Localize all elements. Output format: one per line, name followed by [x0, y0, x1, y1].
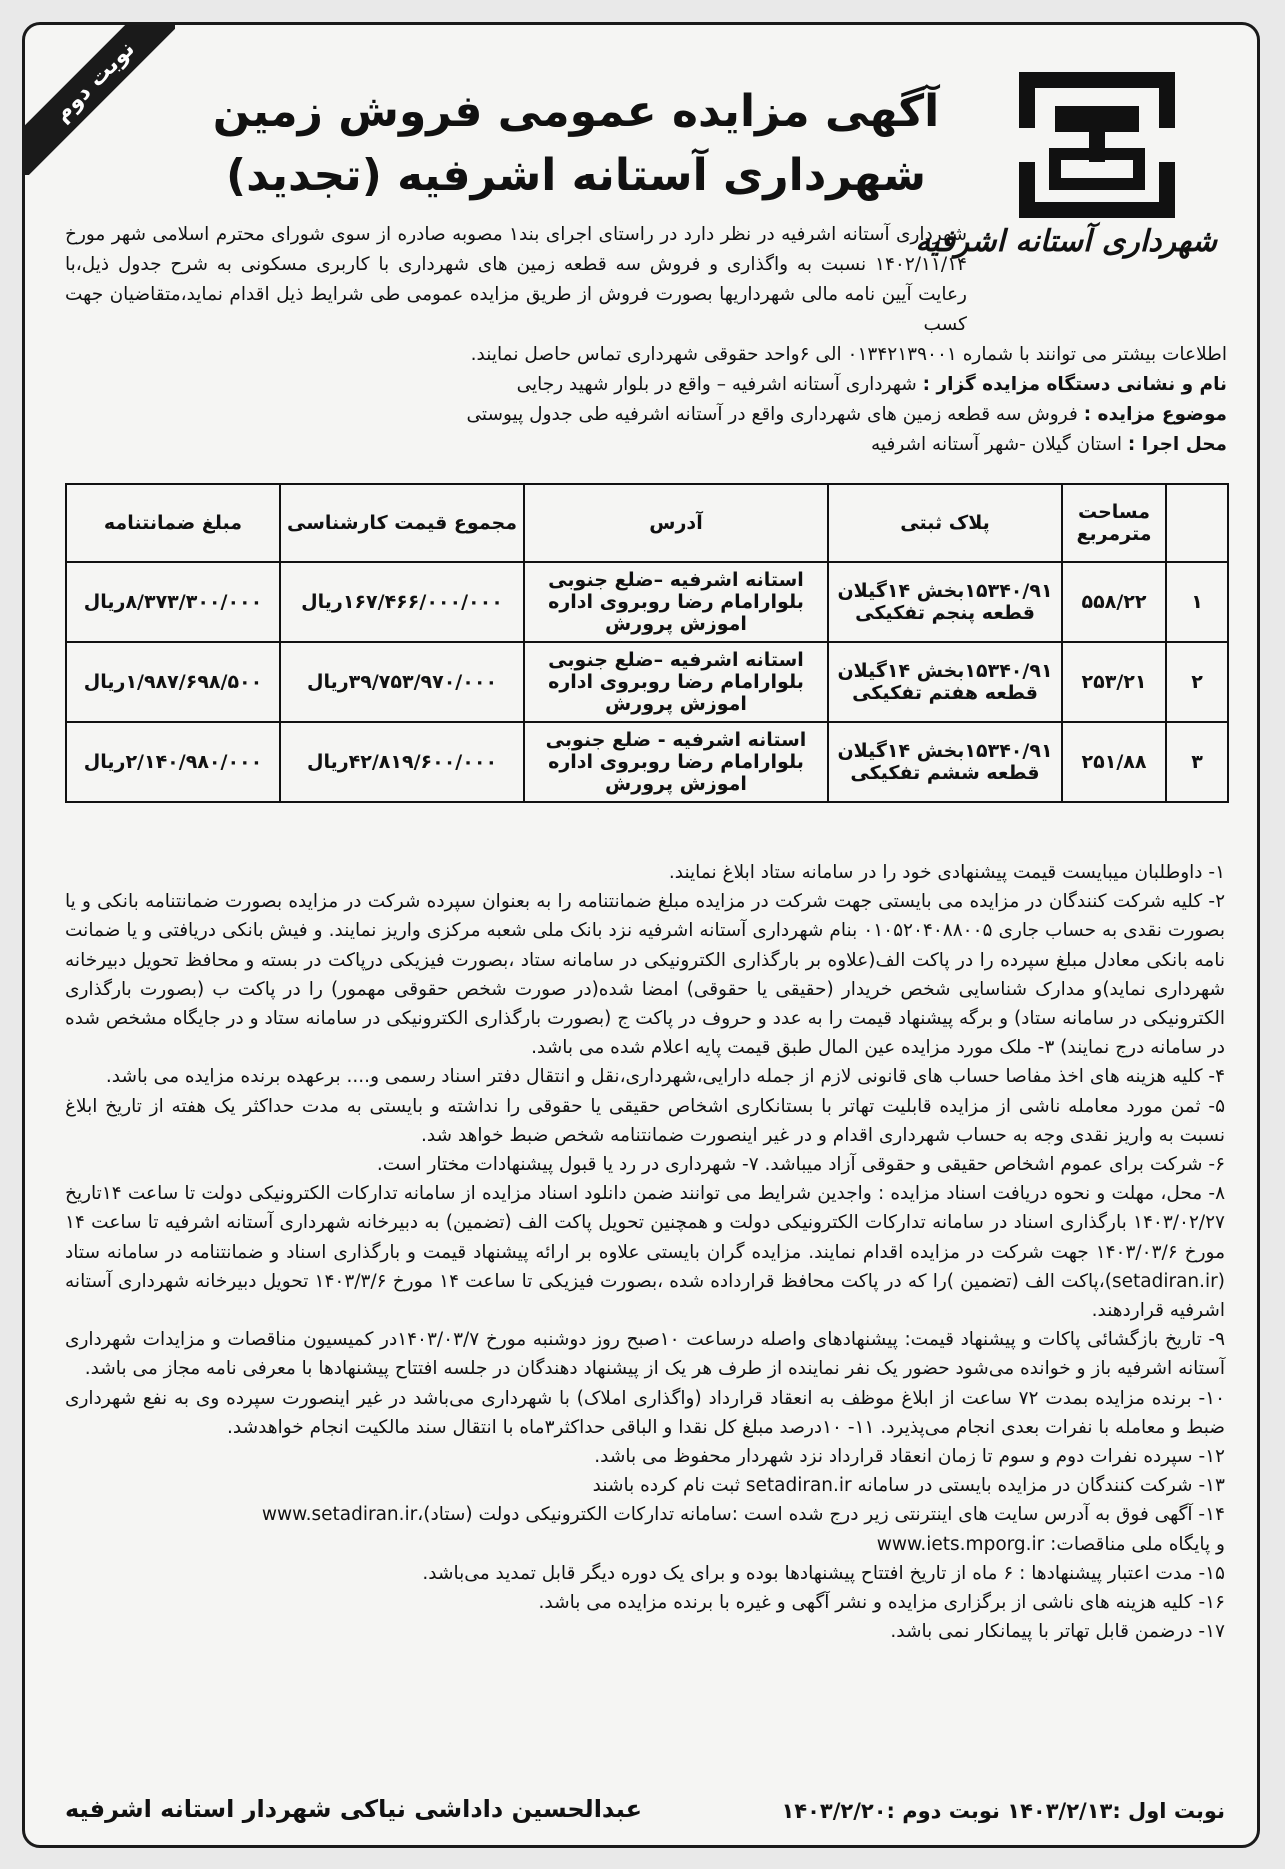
org-value: شهرداری آستانه اشرفیه – واقع در بلوار شهید رجایی [516, 374, 923, 395]
intro-details [65, 340, 1227, 460]
place-value: استان گیلان -شهر آستانه اشرفیه [870, 434, 1128, 455]
plots-table [65, 483, 1229, 803]
contact-text: اطلاعات بیشتر می توانند با شماره ۰۱۳۴۲۱۳۹۰۰۱ الی ۶واحد حقوقی شهرداری تماس حاصل نمایند. [470, 344, 1227, 365]
municipality-logo [915, 70, 1217, 300]
term-15: ۱۵- مدت اعتبار پیشنهادها : ۶ ماه از تاریخ افتتاح پیشنهادها بوده و برای یک دوره دیگر قابل تمدید می‌باشد. [422, 1562, 1225, 1584]
row-num: ۳ [1166, 722, 1228, 802]
row-num: ۲ [1166, 642, 1228, 722]
ribbon-label: نوبت دوم [25, 25, 175, 175]
title-line-1: آگهی مزایده عمومی فروش زمین [212, 86, 940, 137]
row-plaque: ۱۵۳۴۰/۹۱بخش ۱۴گیلان قطعه پنجم تفکیکی [828, 562, 1062, 642]
place-line [65, 430, 1227, 460]
row-price: ۳۹/۷۵۳/۹۷۰/۰۰۰ریال [280, 642, 524, 722]
row-area: ۲۵۱/۸۸ [1062, 722, 1166, 802]
title-block [185, 80, 967, 208]
corner-ribbon [25, 25, 175, 175]
subject-line [65, 400, 1227, 430]
row-address: استانه اشرفیه –ضلع جنوبی بلوارامام رضا روبروی اداره اموزش پرورش [524, 642, 828, 722]
term-8: ۸- محل، مهلت و نحوه دریافت اسناد مزایده : واجدین شرایط می توانند ضمن دانلود اسناد مزایده از سامانه تدارکات الکترونیکی دولت تا ساعت ۱۴تاریخ ۱۴۰۳/۰۲/۲۷ بارگذاری اسناد در سامانه تدارکات الکترونیکی دولت و همچنین تحویل پاکت الف (تضمین) به دبیرخانه شهرداری آستانه اشرفیه تا ساعت ۱۴ مورخ ۱۴۰۳/۰۳/۶ جهت شرکت در مزایده اقدام نمایند. مزایده گران بایستی علاوه بر ارائه پیشنهاد قیمت و بارگذاری اسناد و ضمانتنامه در سامانه ستاد (setadiran.ir)،پاکت الف (تضمین )را که در پاکت محافظ قرارداده شده ،بصورت فیزیکی تا ساعت ۱۴ مورخ ۱۴۰۳/۳/۶ تحویل دبیرخانه شهرداری آستانه اشرفیه قراردهند. [65, 1183, 1225, 1322]
mayor-signature: عبدالحسین داداشی نیاکی شهردار استانه اشرفیه [65, 1795, 642, 1823]
term-9: ۹- تاریخ بازگشائی پاکات و پیشنهاد قیمت: پیشنهادهای واصله درساعت ۱۰صبح روز دوشنبه مورخ ۱۴۰۳/۰۳/۷در کمیسیون مناقصات و مزایدات شهرداری آستانه اشرفیه باز و خوانده می‌شود حضور یک نفر نماینده از طرف هر یک از پیشنهاد دهندگان در جلسه افتتاح پیشنهادها با معرفی نامه مجاز می باشد. [65, 1329, 1226, 1380]
footer [65, 1795, 1225, 1835]
col-header-guarantee: مبلغ ضمانتنامه [66, 484, 280, 562]
row-address: استانه اشرفیه - ضلع جنوبی بلوارامام رضا روبروی اداره اموزش پرورش [524, 722, 828, 802]
row-plaque: ۱۵۳۴۰/۹۱بخش ۱۴گیلان قطعه هفتم تفکیکی [828, 642, 1062, 722]
row-address: استانه اشرفیه –ضلع جنوبی بلوارامام رضا روبروی اداره اموزش پرورش [524, 562, 828, 642]
term-4: ۴- کلیه هزینه های اخذ مفاصا حساب های قانونی لازم از جمله دارایی،شهرداری،نقل و انتقال دفتر اسناد رسمی و.... برعهده برنده مزایده می باشد. [105, 1066, 1225, 1088]
intro-text: شهرداری آستانه اشرفیه در نظر دارد در راستای اجرای بند۱ مصوبه صادره از سوی شورای محترم اسلامی شهر مورخ ۱۴۰۲/۱۱/۱۴ نسبت به واگذاری و فروش سه قطعه زمین های شهرداری با کاربری مسکونی به شرح جدول ذیل،با رعایت آیین نامه مالی شهرداریها بصورت فروش از طریق مزایده عمومی طی شرایط ذیل اقدام نماید،متقاضیان جهت کسب [65, 224, 967, 335]
publication-dates: نوبت اول :۱۴۰۳/۲/۱۳ نوبت دوم :۱۴۰۳/۲/۲۰ [781, 1799, 1225, 1823]
term-14b: و پایگاه ملی مناقصات: www.iets.mporg.ir [876, 1533, 1225, 1555]
subject-label: موضوع مزایده : [1083, 404, 1227, 425]
row-plaque: ۱۵۳۴۰/۹۱بخش ۱۴گیلان قطعه ششم تفکیکی [828, 722, 1062, 802]
term-1: ۱- داوطلبان میبایست قیمت پیشنهادی خود را در سامانه ستاد ابلاغ نمایند. [668, 862, 1225, 883]
row-guarantee: ۸/۳۷۳/۳۰۰/۰۰۰ریال [66, 562, 280, 642]
term-13: ۱۳- شرکت کنندگان در مزایده بایستی در سامانه setadiran.ir ثبت نام کرده باشند [592, 1475, 1225, 1497]
col-header-price: مجموع قیمت کارشناسی [280, 484, 524, 562]
term-12: ۱۲- سپرده نفرات دوم و سوم تا زمان انعقاد قرارداد نزد شهردار محفوظ می باشد. [594, 1446, 1225, 1468]
notice-page [22, 22, 1260, 1848]
table-row [66, 722, 1228, 802]
term-16: ۱۶- کلیه هزینه های ناشی از برگزاری مزایده و نشر آگهی و غیره با برنده مزایده می باشد. [538, 1592, 1225, 1614]
row-guarantee: ۱/۹۸۷/۶۹۸/۵۰۰ریال [66, 642, 280, 722]
term-5: ۵- ثمن مورد معامله ناشی از مزایده قابلیت تهاتر با بستانکاری اشخاص حقیقی یا حقوقی را نداشته و بایستی به مدت حداکثر یک هفته از تاریخ ابلاغ نسبت به واریز نقدی وجه به حساب شهرداری اقدام و در غیر اینصورت ضمانتنامه شخص ضبط خواهد شد. [65, 1095, 1225, 1146]
subject-value: فروش سه قطعه زمین های شهرداری واقع در آستانه اشرفیه طی جدول پیوستی [466, 404, 1084, 425]
col-header-num [1166, 484, 1228, 562]
col-header-plaque: پلاک ثبتی [828, 484, 1062, 562]
row-guarantee: ۲/۱۴۰/۹۸۰/۰۰۰ریال [66, 722, 280, 802]
row-price: ۱۶۷/۴۶۶/۰۰۰/۰۰۰ریال [280, 562, 524, 642]
col-header-area: مساحت مترمربع [1062, 484, 1166, 562]
table-row [66, 642, 1228, 722]
row-price: ۴۲/۸۱۹/۶۰۰/۰۰۰ریال [280, 722, 524, 802]
title-line-2: شهرداری آستانه اشرفیه (تجدید) [226, 150, 926, 201]
term-14a: ۱۴- آگهی فوق به آدرس سایت های اینترنتی زیر درج شده است :سامانه تدارکات الکترونیکی دولت (ستاد)،www.setadiran.ir [261, 1504, 1225, 1526]
row-area: ۵۵۸/۲۲ [1062, 562, 1166, 642]
term-17: ۱۷- درضمن قابل تهاتر با پیمانکار نمی باشد. [890, 1621, 1225, 1643]
col-header-address: آدرس [524, 484, 828, 562]
org-line [65, 370, 1227, 400]
place-label: محل اجرا : [1127, 434, 1227, 455]
row-area: ۲۵۳/۲۱ [1062, 642, 1166, 722]
org-label: نام و نشانی دستگاه مزایده گزار : [922, 374, 1227, 395]
table-header-row [66, 484, 1228, 562]
term-2: ۲- کلیه شرکت کنندگان در مزایده می بایستی جهت شرکت در مزایده مبلغ ضمانتنامه را به بعنوان سپرده شرکت در مزایده بصورت ضمانتنامه بانکی و یا بصورت نقدی به حساب جاری ۰۱۰۵۲۰۴۰۸۸۰۰۵ بنام شهرداری آستانه اشرفیه نزد بانک ملی شعبه مرکزی واریز نمایند. و فیش بانکی دریافتی و یا ضمانت نامه بانکی معادل مبلغ سپرده را در پاکت الف(علاوه بر بارگذاری الکترونیکی در سامانه ستاد ،بصورت فیزیکی درپاکت در بسته و محافظ تحویل دبیرخانه شهرداری نماید)و مدارک شناسایی شخص خریدار (حقیقی یا حقوقی) امضا شده(در صورت شخص حقوقی مهمور) را در پاکت ب (بصورت بارگذاری الکترونیکی در سامانه ستاد) و برگه پیشنهاد قیمت را به عدد و حروف در پاکت ج (بصورت بارگذاری الکترونیکی در سامانه ستاد و در جایگاه مشخص شده در سامانه درج نمایند) ۳- ملک مورد مزایده عین المال طبق قیمت پایه اعلام شده می باشد. [65, 891, 1225, 1059]
logo-mark-icon [1017, 70, 1177, 220]
term-10: ۱۰- برنده مزایده بمدت ۷۲ ساعت از ابلاغ موظف به انعقاد قرارداد (واگذاری املاک) با شهرداری می‌باشد در غیر اینصورت سپرده وی به نفع شهرداری ضبط و معامله با نفرات بعدی انجام می‌پذیرد. ۱۱- ۱۰درصد مبلغ کل نقدا و الباقی حداکثر۳ماه با انتقال سند مالکیت انجام خواهدشد. [65, 1387, 1226, 1438]
terms-list [65, 858, 1225, 1646]
row-num: ۱ [1166, 562, 1228, 642]
term-6: ۶- شرکت برای عموم اشخاص حقیقی و حقوقی آزاد میباشد. ۷- شهرداری در رد یا قبول پیشنهادات مختار است. [376, 1154, 1225, 1176]
intro-paragraph [65, 220, 967, 340]
logo-caption: شهرداری آستانه اشرفیه [915, 224, 1217, 259]
table-row [66, 562, 1228, 642]
